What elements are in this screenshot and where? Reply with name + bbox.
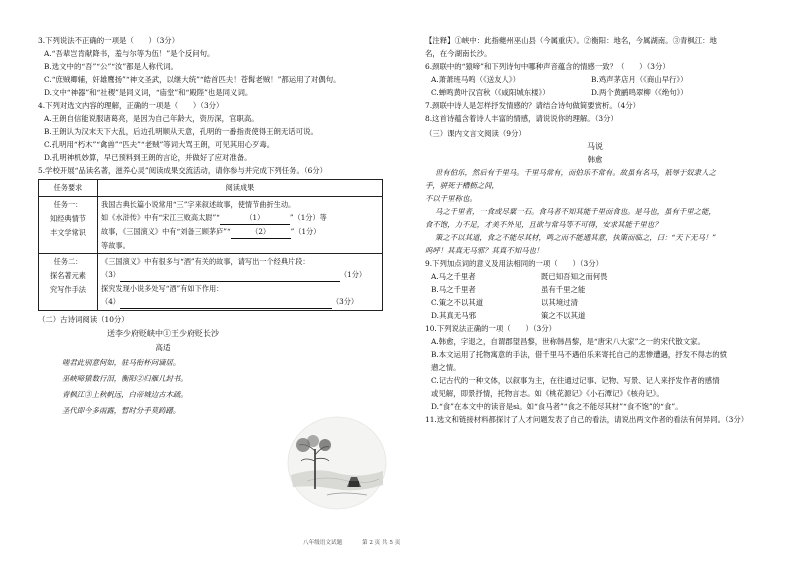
annotation-line-2: 名，在今湖南长沙。	[425, 49, 492, 58]
task2-name-line3: 究写作手法	[50, 285, 86, 294]
annotation-line-1: 【注释】①峡中：此指夔州巫山县（今属重庆）。②衡阳：地名，今属湖南。③青枫江：地	[425, 36, 717, 45]
poem-line-1: 嗟君此别意何如，驻马衔杯问谪居。	[62, 358, 181, 367]
task1-text-4: 等故事。	[101, 241, 130, 250]
task1-text-2a: 如《水浒传》中有“宋江三败高太尉”“	[101, 213, 220, 222]
q9-a-left: A.马之千里者	[431, 272, 476, 281]
essay-para-1b: 手，骈死于槽枥之间，	[425, 181, 499, 190]
q9-stem: 9.下列加点词的意义及用法相同的一项（ ）（3分）	[425, 259, 604, 268]
task1-name-line1: 任务一：	[53, 200, 83, 209]
q10-stem: 10.下列说法正确的一项（ ）（3分）	[425, 324, 557, 333]
footer-page-number: 第 2 页 共 5 页	[361, 540, 401, 546]
task1-name-line2: 知经典情节	[50, 214, 86, 223]
footer-subject: 八年级语文试题	[303, 540, 343, 546]
section-2-heading: （二）古诗词阅读（10分）	[38, 315, 129, 324]
task1-text-3b: ”（1分）	[290, 227, 321, 236]
task-table	[38, 179, 383, 311]
essay-title: 马说	[587, 142, 603, 151]
poem-line-3: 青枫江③上秋帆远，白帝城边古木疏。	[62, 390, 188, 399]
task2-text-1: 《三国演义》中有很多与“酒”有关的故事，请写出一个经典片段：	[101, 257, 310, 266]
task2-name-line1: 任务二：	[53, 257, 83, 266]
poem-line-2: 巫峡啼猿数行泪，衡阳②归雁几封书。	[62, 374, 188, 383]
q10-option-c-cont: 或见解，即景抒情，托物言志。如《桃花源记》《小石潭记》《核舟记》。	[431, 389, 664, 398]
q11-stem: 11.选文和链接材料都探讨了人才问题发表了自己的看法，请说出两文作者的看法有何异同。（3分）	[425, 415, 749, 424]
q6-option-d: D.两个黄鹂鸣翠柳（《绝句》）	[591, 88, 688, 97]
poem	[38, 326, 288, 419]
q6-option-b: B.鸡声茅店月（《商山早行》）	[591, 75, 688, 84]
question-3	[38, 34, 388, 99]
q9-option-c	[425, 296, 765, 309]
task1-name-line3: 丰文学常识	[50, 228, 86, 237]
q4-option-a: A.王朗自信能说服诸葛亮，是因为自己年龄大，资历深，官职高。	[44, 114, 259, 123]
q4-stem: 4.下列对选文内容的理解，正确的一项是（ ）（3分）	[38, 101, 224, 110]
q9-b-right: 虽有千里之能	[541, 285, 586, 294]
q6-stem: 6.颈联中的“猿啼”和下列诗句中哪种声音蕴含的情感一致？（ ）（3分）	[425, 62, 670, 71]
q6-option-c: C.蝉鸣黄叶汉宫秋（《咸阳城东楼》）	[431, 88, 550, 97]
q6-options-row-2	[425, 86, 765, 99]
ink-painting-illustration	[287, 415, 387, 510]
task2-text-3: 探究发现小说多处写“酒”有如下作用：	[101, 284, 224, 293]
q10-option-b: B.本文运用了托物寓意的手法，借千里马不遇伯乐来寄托自己的悲惨遭遇，抒发不得志的愤	[431, 350, 728, 359]
q10-option-c: C.记古代的一种文体，以叙事为主，在往通过记事、记物、写景、记人来抒发作者的感情	[431, 376, 720, 385]
q9-c-right: 以其境过清	[541, 298, 578, 307]
q8-stem: 8.这首诗蕴含着诗人丰富的情感，请说说你的理解。（3分）	[425, 114, 618, 123]
poem-author: 高适	[155, 343, 171, 352]
task2-text-4	[101, 295, 379, 309]
task2-text-2	[101, 268, 379, 282]
page-footer	[303, 538, 418, 546]
q3-stem: 3.下列说法不正确的一项是（ ）（3分）	[38, 36, 180, 45]
q3-option-d: D.文中“神器”和“社稷”是同义词，“庙堂”和“殿陛”也是同义词。	[44, 88, 253, 97]
q9-option-b	[425, 283, 765, 296]
essay-para-3b: 呜呼！其真无马邪？其真不知马也！	[425, 246, 544, 255]
q3-option-c: C.“庶贼卿辅，奸雄鹰扬”“神文圣武，以继大统”“皓首匹夫！苍髯老贼！”都运用了对偶句。	[44, 75, 341, 84]
answer-blank-3[interactable]	[120, 268, 340, 282]
q9-b-left: B.马之千里者	[431, 285, 476, 294]
q3-option-b: B.选文中的“吾”“公”“汝”都是人称代词。	[44, 62, 178, 71]
q9-a-right: 既已知吾知之而何畏	[541, 272, 608, 281]
answer-blank-1[interactable]	[220, 211, 290, 225]
q9-c-left: C.策之不以其道	[431, 298, 484, 307]
task2-content	[98, 254, 383, 311]
q4-option-d: D.孔明神机妙算，早已预料到王朗的言论，并做好了应对准备。	[44, 153, 252, 162]
q10-option-b-cont: 懑之情。	[431, 363, 461, 372]
task1-text-3	[101, 225, 379, 239]
q9-option-a	[425, 270, 765, 283]
blank-1-label: （1）	[245, 213, 265, 222]
q10-option-d: D.“食”在本文中的读音是sì。如“食马者”“食之不能尽其材”“食不饱”的“食”。	[431, 402, 683, 411]
blank-3-score: （1分）	[339, 270, 367, 279]
q4-option-c: C.孔明用“朽木”“禽兽”“匹夫”“老贼”等词大骂王朗，可见其用心歹毒。	[44, 140, 275, 149]
essay-para-1c: 不以千里称也。	[425, 194, 477, 203]
essay-para-2: 马之千里者，一食或尽粟一石。食马者不知其能千里而食也。是马也，虽有千里之能，	[435, 207, 716, 216]
essay-author: 韩愈	[587, 155, 603, 164]
blank-3-label: （3）	[101, 270, 120, 279]
essay-body	[425, 166, 765, 257]
task-header: 任务要求	[39, 180, 98, 197]
essay-para-2b: 食不饱，力不足，才美不外见，且欲与常马等不可得，安求其能千里也？	[425, 220, 662, 229]
q9-option-d	[425, 309, 765, 322]
task1-content	[98, 197, 383, 254]
question-4	[38, 99, 388, 164]
answer-blank-4[interactable]	[120, 295, 332, 309]
result-header: 阅读成果	[98, 180, 383, 197]
task2-name	[39, 254, 98, 311]
q4-option-b: B.王朗认为汉末天下大乱，后边孔明顺从天意，孔明的一番指责使得王朗无话可说。	[44, 127, 318, 136]
task1-text-2b: ”（1分）等	[289, 213, 327, 222]
poem-line-4: 圣代即今多雨露，暂时分手莫踌躇。	[62, 406, 181, 415]
q5-stem: 5.学校开展“品读名著，滋养心灵”阅读成果交流活动，请你参与并完成下列任务。（6分）	[38, 166, 328, 175]
task2-name-line2: 探名著元素	[50, 271, 86, 280]
blank-4-score: （3分）	[331, 297, 359, 306]
essay-para-1: 世有伯乐，然后有千里马。千里马常有，而伯乐不常有。故虽有名马，祇辱于奴隶人之	[435, 168, 716, 177]
q7-stem: 7.颈联中诗人是怎样抒发情感的？请结合诗句做简要赏析。（4分）	[425, 101, 640, 110]
task1-text-1: 我国古典长篇小说常用“三”字来叙述故事，使情节曲折生动。	[101, 200, 296, 209]
q9-d-right: 策之不以其道	[541, 311, 586, 320]
left-column	[38, 34, 388, 419]
blank-4-label: （4）	[101, 297, 120, 306]
answer-blank-2[interactable]	[231, 225, 291, 239]
q10-option-a: A.韩愈，字退之，自谓郡望昌黎，世称韩昌黎，是“唐宋八大家”之一的宋代散文家。	[431, 337, 705, 346]
task1-name	[39, 197, 98, 254]
section-3-heading: （三）课内文言文阅读（9分）	[425, 129, 526, 138]
q9-d-left: D.其真无马邪	[431, 311, 476, 320]
task1-text-3a: 故事，《三国演义》中有“刘备三顾茅庐”“	[101, 227, 231, 236]
q6-option-a: A.萧萧班马鸣（《送友人》）	[431, 75, 520, 84]
right-column	[425, 34, 765, 426]
essay-para-3: 策之不以其道，食之不能尽其材，鸣之而不能通其意，执策而临之，曰：“天下无马！”	[435, 233, 717, 242]
q3-option-a: A.“吾辈岂肯献降书，羞与尔等为伍！”是个反问句。	[44, 49, 215, 58]
poem-title: 送李少府贬峡中①王少府贬长沙	[107, 329, 219, 338]
blank-2-label: （2）	[251, 227, 271, 236]
q6-options-row-1	[425, 73, 765, 86]
task1-text-2	[101, 211, 379, 225]
